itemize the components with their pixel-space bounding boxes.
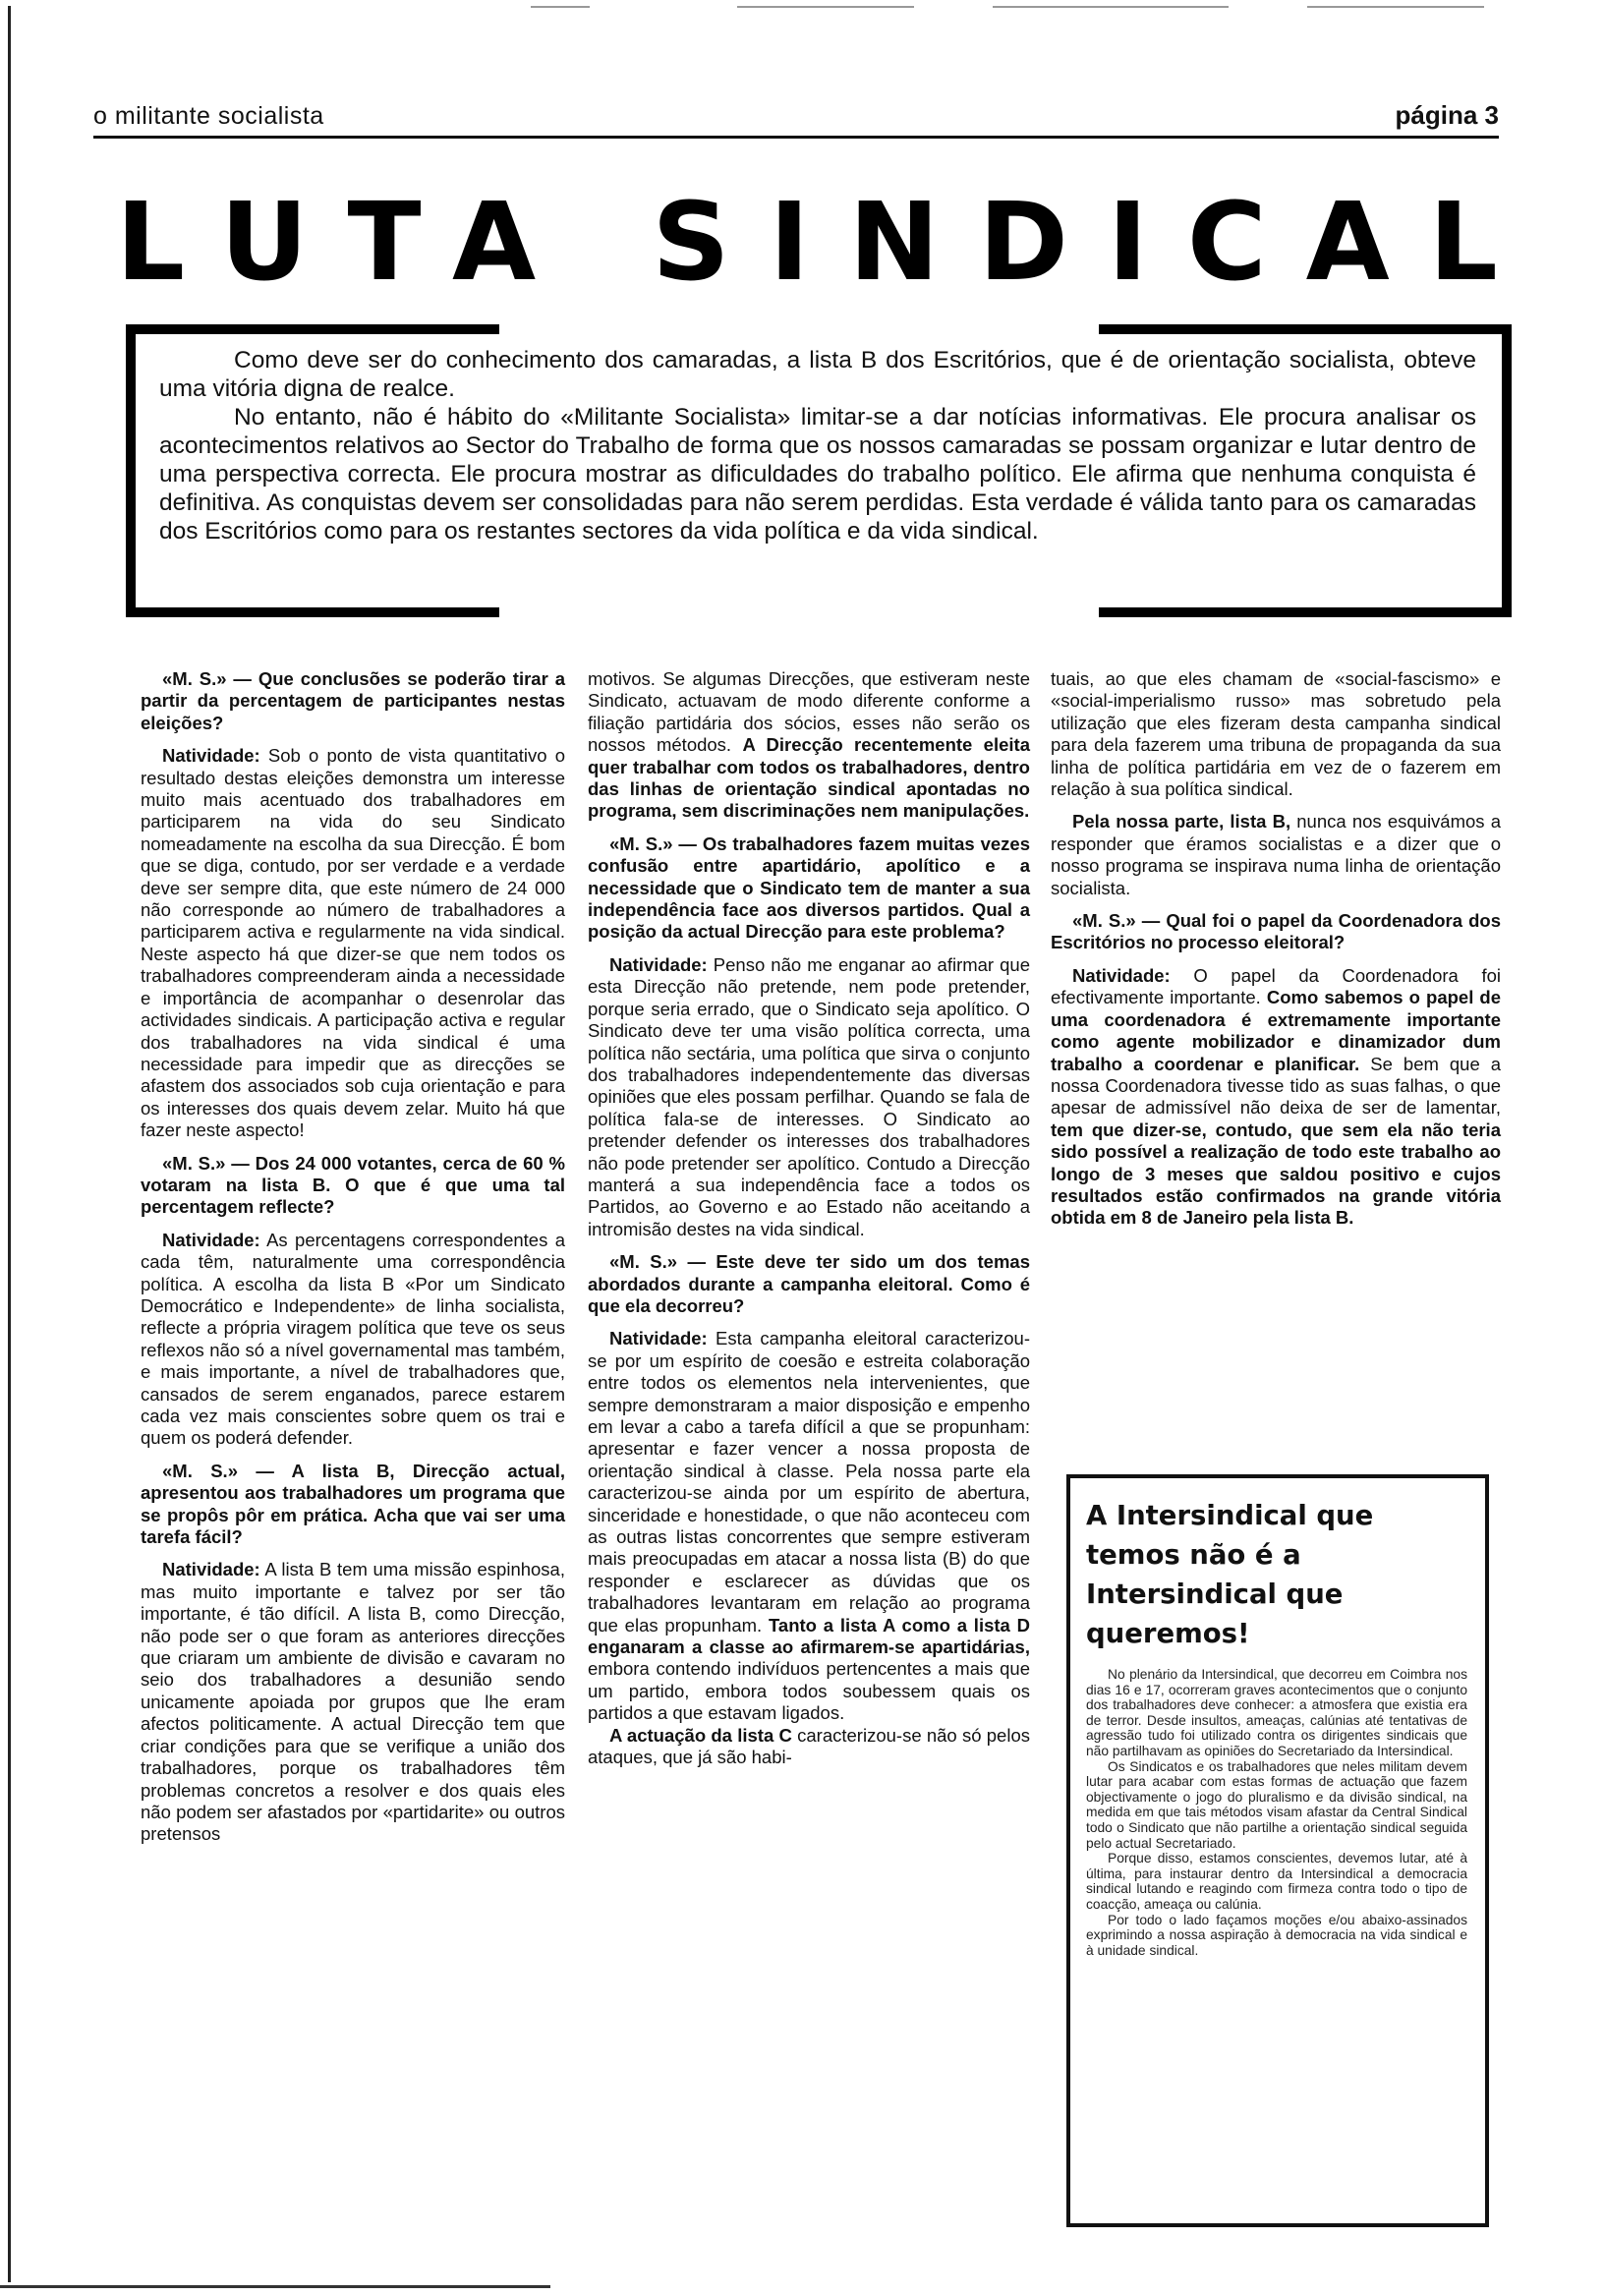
answer-highlight: A Direcção recentemente eleita quer trabalhar com todos os trabalhadores, dentro das linhas de orientação sindical apontadas no programa, sem discriminações nem manipulações. (588, 734, 1030, 822)
article-column-3 (1051, 668, 1501, 1240)
box-paragraph: Os Sindicatos e os trabalhadores que neles militam devem lutar para acabar com estas formas de actuação que fazem objectivamente o jogo do pluralismo e da divisão sindical, na medida em que tais métodos visam afastar da Central Sindical todo o Sindicato que não partilhe a orientação sindical seguida pelo actual Secretariado. (1086, 1758, 1467, 1851)
interview-answer (1051, 965, 1501, 1230)
answer-text: motivos. Se algumas Direcções, que estiveram neste Sindicato, actuavam de modo diferente conforme a filiação partidária dos sócios, esses não serão os nossos métodos. (588, 668, 1030, 756)
answer-highlight: tem que dizer-se, contudo, que sem ela não teria sido possível a realização de todo este trabalho ao longo de 3 meses que saldou positivo e cujos resultados estão confirmados na grande vitória obtida em 8 de Janeiro pela lista B. (1051, 1119, 1501, 1229)
intro-box (126, 324, 1512, 617)
interview-question: «M. S.» — Dos 24 000 votantes, cerca de 60 % votaram na lista B. O que é que uma tal percentagem reflecte? (141, 1152, 565, 1218)
intro-frame (126, 607, 499, 617)
article-column-1 (141, 668, 565, 1857)
answer-highlight: Pela nossa parte, lista B, (1072, 811, 1291, 832)
speaker-name: Natividade: (162, 1559, 260, 1580)
interview-question: «M. S.» — A lista B, Direcção actual, apresentou aos trabalhadores um programa que se propôs pôr em prática. Acha que vai ser uma tarefa fácil? (141, 1460, 565, 1548)
answer-text: Se bem que a nossa Coordenadora tivesse tido as suas falhas, o que apesar de admissível não deixa de ser de lamentar, (1051, 1053, 1502, 1119)
scan-mark (737, 6, 914, 8)
answer-text: Esta campanha eleitoral caracterizou-se por um espírito de coesão e estreita colaboração entre todos os elementos nela intervenientes, que sempre demonstraram a maior disposição e empenho em levar a cabo a tarefa difícil a que se propunham: apresentar e fazer vencer a nossa proposta de orientação sindical à classe. Pela nossa parte ela caracterizou-se ainda por um espírito de abertura, sinceridade e honestidade, o que não aconteceu com as outras listas concorrentes que sempre estiveram mais preocupadas em atacar a nossa lista (B) do que responder e esclarecer as dúvidas que os trabalhadores levantaram em relação ao programa que elas propunham. (588, 1328, 1031, 1636)
interview-answer (141, 745, 565, 1141)
header-rule (93, 136, 1499, 139)
intro-frame (1099, 607, 1512, 617)
intersindical-box (1066, 1474, 1489, 2227)
speaker-name: Natividade: (162, 745, 260, 767)
scan-mark (1307, 6, 1484, 8)
interview-answer (141, 1559, 565, 1845)
answer-highlight: A actuação da lista C (609, 1724, 792, 1746)
interview-answer (1051, 811, 1501, 899)
interview-question: «M. S.» — Que conclusões se poderão tirar a partir da percentagem de participantes nestas eleições? (141, 668, 565, 733)
scan-mark (993, 6, 1229, 8)
interview-question: «M. S.» — Este deve ter sido um dos temas abordados durante a campanha eleitoral. Como é que ela decorreu? (588, 1251, 1030, 1316)
intro-frame (1099, 324, 1512, 334)
interview-answer (588, 668, 1030, 823)
answer-text: Sob o ponto de vista quantitativo o resultado destas eleições demonstra um interesse muito mais acentuado dos trabalhadores em participarem na vida do seu Sindicato nomeadamente na escolha da sua Direcção. É bom que se diga, contudo, por ser verdade e a verdade deve ser sempre dita, que este número de 24 000 não corresponde ao número de trabalhadores a participarem activa e regularmente na vida sindical. Neste aspecto há que dizer-se que nem todos os trabalhadores compreenderam ainda a necessidade e importância de acompanhar o desenrolar das actividades sindicais. A participação activa e regular dos trabalhadores na vida sindical é uma necessidade para impedir que as direcções se afastem dos associados sob cuja orientação e para os interesses dos quais devem zelar. Muito há que fazer neste aspecto! (141, 745, 566, 1141)
intro-text (159, 346, 1476, 545)
box-paragraph: No plenário da Intersindical, que decorreu em Coimbra nos dias 16 e 17, ocorreram graves acontecimentos que o conjunto dos trabalhadores deve conhecer: a atmosfera que existia era de terror. Desde insultos, ameaças, calúnias até tentativas de agressão tudo foi utilizado contra os dirigentes sindicais que não partilhavam as opiniões do Secretariado da Intersindical. (1086, 1667, 1467, 1758)
answer-text: embora contendo indivíduos pertencentes a mais que um partido, embora todos soubessem quais os partidos a que estavam ligados. (588, 1658, 1030, 1724)
interview-answer: tuais, ao que eles chamam de «social-fascismo» e «social-imperialismo russo» mas sobretudo pela utilização que eles fizeram desta campanha sindical para dela fazerem uma tribuna de propaganda da sua linha de política partidária em vez de o fazerem em relação à sua política sindical. (1051, 668, 1501, 800)
interview-answer (588, 1328, 1030, 1768)
answer-text: nunca nos esquivámos a responder que éramos socialistas e a dizer que o nosso programa se inspirava numa linha de orientação socialista. (1051, 811, 1502, 898)
answer-text: O papel da Coordenadora foi efectivamente importante. (1051, 964, 1501, 1008)
answer-highlight: Como sabemos o papel de uma coordenadora é extremamente importante como agente mobilizador e dinamizador dum trabalho a coordenar e planificar. (1051, 987, 1501, 1074)
box-paragraph: Porque disso, estamos conscientes, devemos lutar, até à última, para instaurar dentro da Intersindical a democracia sindical lutando e reagindo com firmeza contra todo o tipo de coacção, ameaça ou calúnia. (1086, 1851, 1467, 1912)
interview-question: «M. S.» — Qual foi o papel da Coordenadora dos Escritórios no processo eleitoral? (1051, 910, 1501, 953)
interview-answer (588, 954, 1030, 1240)
scan-mark (0, 2285, 550, 2288)
page-title: LUTA SINDICAL (116, 179, 1537, 305)
article-column-2 (588, 668, 1030, 1780)
box-body (1086, 1667, 1467, 1958)
answer-text: caracterizou-se não só pelos ataques, que já são habi- (588, 1724, 1030, 1768)
scan-mark (531, 6, 590, 8)
page-header (93, 98, 1499, 138)
intro-frame (126, 328, 136, 613)
intro-frame (1502, 328, 1512, 613)
intro-paragraph: Como deve ser do conhecimento dos camaradas, a lista B dos Escritórios, que é de orientação socialista, obteve uma vitória digna de realce. (159, 347, 1476, 402)
interview-question: «M. S.» — Os trabalhadores fazem muitas vezes confusão entre apartidário, apolítico e a necessidade que o Sindicato tem de manter a sua independência face aos diversos partidos. Qual a posição da actual Direcção para este problema? (588, 832, 1030, 943)
box-title: A Intersindical que temos não é a Intersindical que queremos! (1086, 1500, 1374, 1649)
answer-text: As percentagens correspondentes a cada têm, naturalmente uma correspondência política. A escolha da lista B «Por um Sindicato Democrático e Independente» de linha socialista, reflecte a própria viragem política que teve os seus reflexos não só a nível governamental mas também, e mais importante, a nível de trabalhadores que, cansados de serem enganados, parece estarem cada vez mais conscientes sobre quem os trai e quem os poderá defender. (141, 1229, 565, 1449)
answer-highlight: Tanto a lista A como a lista D enganaram a classe ao afirmarem-se apartidárias, (588, 1614, 1030, 1658)
speaker-name: Natividade: (162, 1229, 260, 1250)
speaker-name: Natividade: (609, 1328, 708, 1349)
speaker-name: Natividade: (609, 953, 708, 975)
speaker-name: Natividade: (1072, 964, 1171, 986)
page-edge-rule (8, 6, 11, 2282)
answer-text: A lista B tem uma missão espinhosa, mas muito importante e talvez por ser tão importante, é tão difícil. A lista B, como Direcção, não pode ser o que foram as anteriores direcções que criaram um ambiente de divisão e cavaram no seio dos trabalhadores a desunião sendo unicamente apoiada por grupos que lhe eram afectos politicamente. A actual Direcção tem que criar condições para que se verifique a união dos trabalhadores, porque os trabalhadores têm problemas concretos a resolver e dos quais eles não podem ser afastados por «partidarite» ou outros pretensos (141, 1559, 565, 1845)
intro-frame (126, 324, 499, 334)
answer-text: Penso não me enganar ao afirmar que esta Direcção não pretende, nem pode pretender, porque seria errado, que o Sindicato seja apolítico. O Sindicato deve ter uma visão política correcta, uma política não sectária, uma política que sirva o conjunto dos trabalhadores independentemente das diversas opiniões que eles possam perfilhar. Quando se fala de política fala-se de interesses. O Sindicato ao pretender defender os interesses dos trabalhadores não pode pretender ser apolítico. Contudo a Direcção manterá a sua independência face a todos os Partidos, ao Governo e ao Estado não aceitando a intromisão destes na vida sindical. (588, 953, 1031, 1239)
publication-name: o militante socialista (93, 102, 324, 130)
intro-paragraph: No entanto, não é hábito do «Militante Socialista» limitar-se a dar notícias informativas. Ele procura analisar os acontecimentos relativos ao Sector do Trabalho de forma que os nossos camaradas se possam organizar e lutar dentro de uma perspectiva correcta. Ele procura mostrar as dificuldades do trabalho político. Ele afirma que nenhuma conquista é definitiva. As conquistas devem ser consolidadas para não serem perdidas. Esta verdade é válida tanto para os camaradas dos Escritórios como para os restantes sectores da vida política e da vida sindical. (159, 404, 1476, 545)
box-paragraph: Por todo o lado façamos moções e/ou abaixo-assinados exprimindo a nossa aspiração à democracia na vida sindical e à unidade sindical. (1086, 1912, 1467, 1958)
page-number: página 3 (1395, 100, 1499, 130)
interview-answer (141, 1230, 565, 1450)
